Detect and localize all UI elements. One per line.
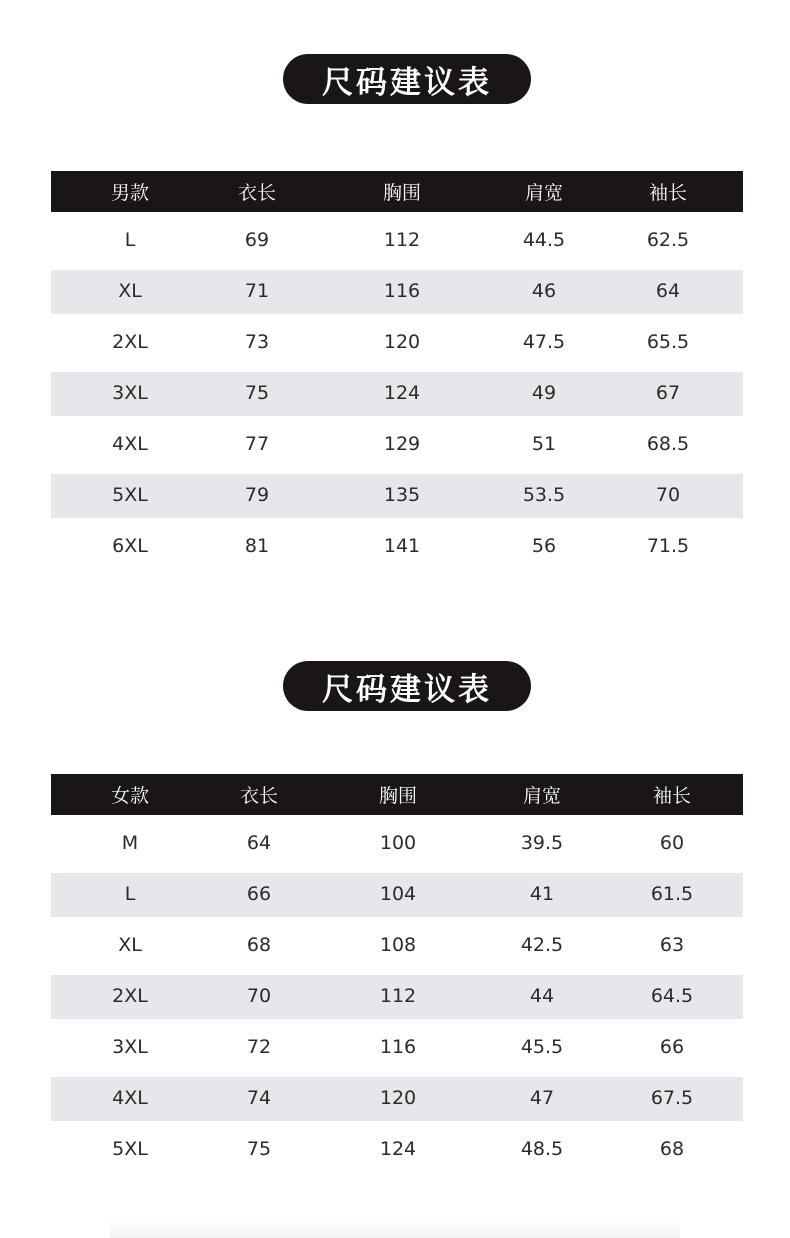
cell-size: XL: [118, 934, 142, 956]
men-size-table: [51, 171, 743, 569]
cell-shoulder: 49: [531, 382, 557, 404]
bottom-fade: [110, 1218, 680, 1238]
cell-shoulder: 47.5: [522, 331, 566, 353]
cell-shoulder: 46: [531, 280, 557, 302]
table-row: [51, 518, 743, 569]
men-size-chart-title: 尺码建议表: [283, 54, 531, 104]
cell-shoulder: 44: [529, 985, 555, 1007]
cell-size: 6XL: [112, 535, 148, 557]
cell-sleeve: 68: [659, 1138, 685, 1160]
cell-length: 64: [246, 832, 272, 854]
cell-shoulder: 47: [529, 1087, 555, 1109]
header-shoulder: 肩宽: [524, 182, 563, 204]
cell-sleeve: 64: [655, 280, 681, 302]
header-style: 女款: [110, 785, 149, 807]
cell-shoulder: 45.5: [520, 1036, 564, 1058]
header-length: 衣长: [239, 785, 278, 807]
cell-sleeve: 61.5: [650, 883, 694, 905]
cell-length: 74: [246, 1087, 272, 1109]
table-row: [51, 968, 743, 1019]
table-row: [51, 416, 743, 467]
cell-length: 70: [246, 985, 272, 1007]
cell-length: 68: [246, 934, 272, 956]
cell-chest: 135: [383, 484, 421, 506]
cell-length: 71: [244, 280, 270, 302]
cell-sleeve: 62.5: [646, 229, 690, 251]
header-sleeve: 袖长: [648, 182, 687, 204]
cell-chest: 120: [379, 1087, 417, 1109]
cell-size: 2XL: [112, 985, 148, 1007]
cell-chest: 124: [383, 382, 421, 404]
women-size-chart-title: 尺码建议表: [283, 661, 531, 711]
cell-chest: 100: [379, 832, 417, 854]
cell-size: 4XL: [112, 433, 148, 455]
cell-sleeve: 63: [659, 934, 685, 956]
cell-shoulder: 56: [531, 535, 557, 557]
cell-size: M: [121, 832, 139, 854]
header-chest: 胸围: [382, 182, 421, 204]
cell-size: 2XL: [112, 331, 148, 353]
table-row: [51, 314, 743, 365]
cell-length: 72: [246, 1036, 272, 1058]
cell-sleeve: 71.5: [646, 535, 690, 557]
cell-size: XL: [118, 280, 142, 302]
women-table-header: [51, 774, 743, 815]
table-row: [51, 1070, 743, 1121]
cell-chest: 108: [379, 934, 417, 956]
cell-chest: 120: [383, 331, 421, 353]
table-row: [51, 365, 743, 416]
cell-shoulder: 41: [529, 883, 555, 905]
cell-sleeve: 67: [655, 382, 681, 404]
cell-shoulder: 44.5: [522, 229, 566, 251]
cell-sleeve: 66: [659, 1036, 685, 1058]
women-size-table: [51, 774, 743, 1172]
cell-length: 81: [244, 535, 270, 557]
cell-shoulder: 42.5: [520, 934, 564, 956]
cell-sleeve: 70: [655, 484, 681, 506]
cell-sleeve: 64.5: [650, 985, 694, 1007]
cell-sleeve: 68.5: [646, 433, 690, 455]
cell-chest: 104: [379, 883, 417, 905]
cell-chest: 141: [383, 535, 421, 557]
table-row: [51, 917, 743, 968]
cell-length: 77: [244, 433, 270, 455]
table-row: [51, 263, 743, 314]
cell-sleeve: 65.5: [646, 331, 690, 353]
cell-size: 5XL: [112, 484, 148, 506]
cell-length: 75: [244, 382, 270, 404]
cell-length: 79: [244, 484, 270, 506]
cell-shoulder: 48.5: [520, 1138, 564, 1160]
table-row: [51, 1121, 743, 1172]
table-row: [51, 212, 743, 263]
cell-chest: 129: [383, 433, 421, 455]
cell-length: 66: [246, 883, 272, 905]
cell-shoulder: 53.5: [522, 484, 566, 506]
cell-shoulder: 39.5: [520, 832, 564, 854]
header-shoulder: 肩宽: [522, 785, 561, 807]
cell-length: 69: [244, 229, 270, 251]
cell-length: 75: [246, 1138, 272, 1160]
cell-sleeve: 67.5: [650, 1087, 694, 1109]
cell-chest: 116: [383, 280, 421, 302]
table-row: [51, 815, 743, 866]
cell-chest: 112: [383, 229, 421, 251]
cell-size: 4XL: [112, 1087, 148, 1109]
cell-sleeve: 60: [659, 832, 685, 854]
cell-chest: 116: [379, 1036, 417, 1058]
cell-chest: 124: [379, 1138, 417, 1160]
cell-size: L: [124, 229, 136, 251]
cell-size: L: [124, 883, 136, 905]
table-row: [51, 1019, 743, 1070]
cell-chest: 112: [379, 985, 417, 1007]
cell-shoulder: 51: [531, 433, 557, 455]
cell-size: 5XL: [112, 1138, 148, 1160]
header-sleeve: 袖长: [652, 785, 691, 807]
header-chest: 胸围: [378, 785, 417, 807]
header-style: 男款: [110, 182, 149, 204]
men-table-header: [51, 171, 743, 212]
cell-size: 3XL: [112, 382, 148, 404]
table-row: [51, 866, 743, 917]
cell-size: 3XL: [112, 1036, 148, 1058]
cell-length: 73: [244, 331, 270, 353]
table-row: [51, 467, 743, 518]
header-length: 衣长: [237, 182, 276, 204]
